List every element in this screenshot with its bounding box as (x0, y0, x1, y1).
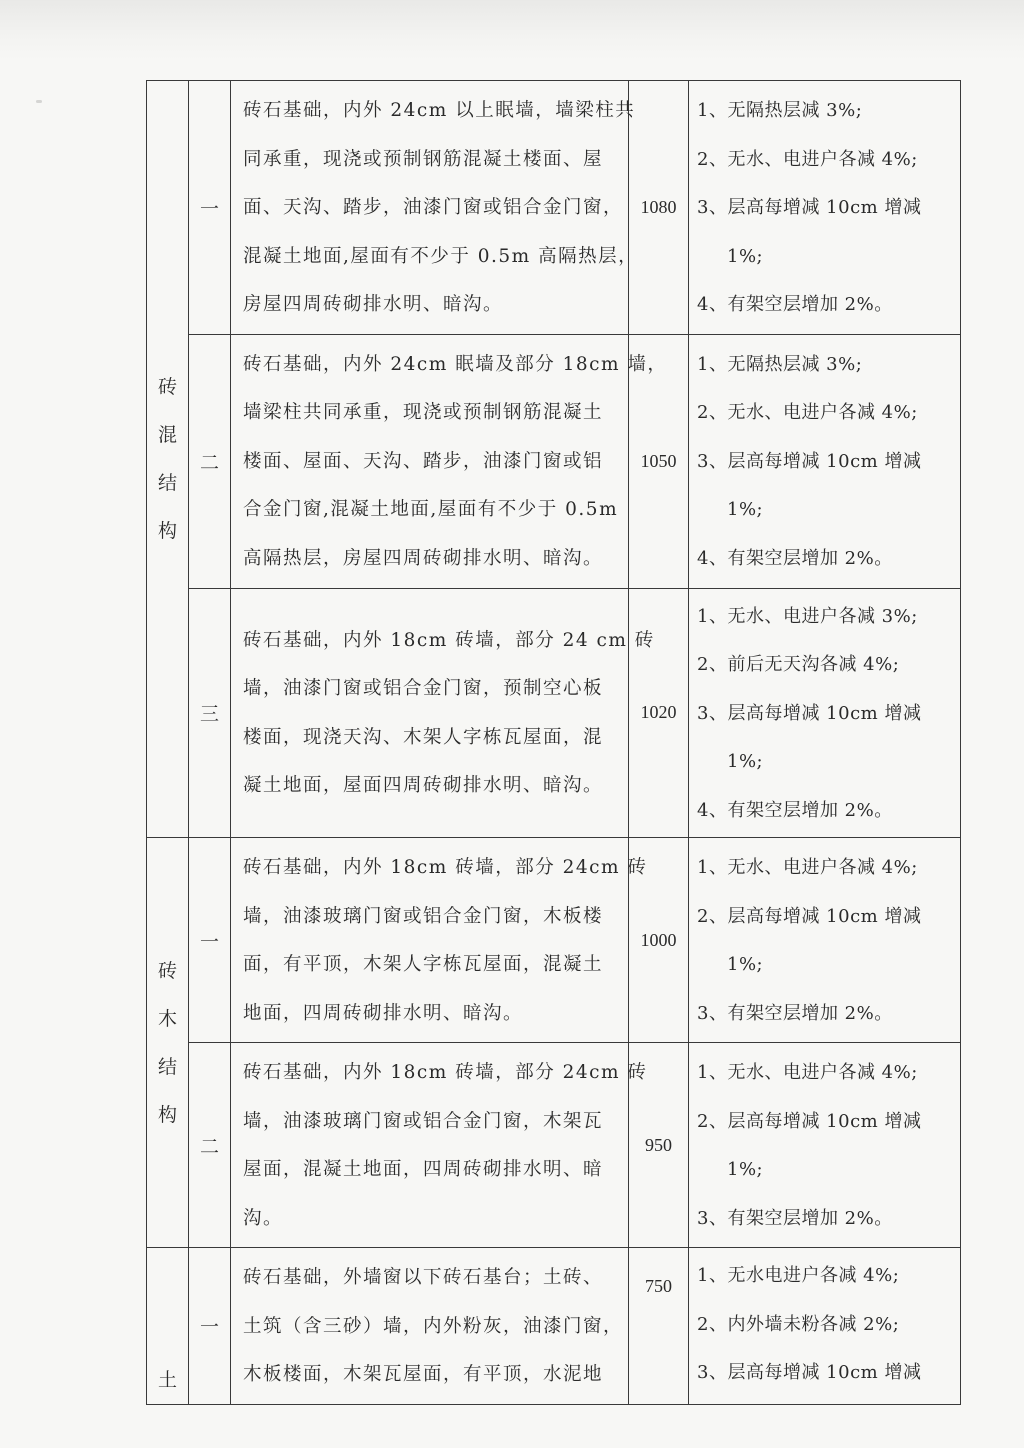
adjustment-line: 2、层高每增减 10cm 增减 (697, 905, 922, 927)
description-cell (231, 588, 655, 838)
adjustment-line: 3、层高每增减 10cm 增减 (697, 1362, 922, 1383)
table-row (147, 588, 961, 838)
adjustment-line: 2、层高每增减 10cm 增减 (697, 1110, 922, 1132)
adjustment-cell (689, 81, 961, 335)
description-line: 砖石基础，内外 18cm 砖墙，部分 24cm 砖 (243, 1062, 648, 1083)
description-line: 面、天沟、踏步，油漆门窗或铝合金门窗， (243, 197, 624, 218)
grade-cell: 一 (189, 81, 231, 335)
description-line: 砖石基础，外墙窗以下砖石基台；土砖、 (243, 1267, 604, 1288)
price-cell: 1000 (629, 838, 689, 1043)
description-cell (231, 1248, 629, 1405)
description-line: 凝土地面，屋面四周砖砌排水明、暗沟。 (243, 775, 604, 797)
adjustment-line: 2、前后无天沟各减 4%; (697, 654, 900, 675)
description-line: 混凝土地面,屋面有不少于 0.5m 高隔热层， (243, 245, 639, 267)
adjustment-line: 1%; (727, 954, 764, 975)
description-line: 屋面，混凝土地面，四周砖砌排水明、暗 (243, 1159, 604, 1180)
adjustment-line: 4、有架空层增加 2%。 (697, 547, 893, 569)
grade-cell: 二 (189, 334, 231, 588)
adjustment-cell (689, 588, 961, 838)
adjustment-line: 1、无隔热层减 3%; (697, 353, 863, 375)
table-row (147, 334, 961, 588)
description-line: 沟。 (243, 1207, 284, 1229)
category-char: 木 (157, 1007, 177, 1030)
price-cell: 950 (629, 1043, 689, 1248)
adjustment-line: 3、层高每增减 10cm 增减 (697, 702, 922, 724)
category-char: 构 (157, 1103, 177, 1126)
adjustment-line: 4、有架空层增加 2%。 (697, 294, 893, 315)
description-line: 地面，四周砖砌排水明、暗沟。 (243, 1002, 524, 1024)
table-row (147, 1248, 961, 1405)
grade-cell: 一 (189, 838, 231, 1043)
adjustment-line: 1%; (727, 751, 764, 772)
description-line: 砖石基础，内外 24cm 眠墙及部分 18cm 墙， (243, 353, 668, 375)
description-line: 砖石基础，内外 24cm 以上眠墙，墙梁柱共 (243, 100, 636, 121)
category-char: 结 (157, 472, 177, 494)
adjustment-line: 1%; (727, 245, 764, 267)
grade-cell: 一 (189, 1248, 231, 1405)
table-row (147, 838, 961, 1043)
building-price-table (146, 80, 961, 1405)
adjustment-line: 2、无水、电进户各减 4%; (697, 402, 918, 424)
description-line: 土筑（含三砂）墙，内外粉灰，油漆门窗， (243, 1315, 624, 1337)
adjustment-line: 4、有架空层增加 2%。 (697, 799, 893, 821)
category-char: 土 (157, 1368, 177, 1391)
description-line: 合金门窗,混凝土地面,屋面有不少于 0.5m (243, 499, 619, 521)
table-row (147, 81, 961, 335)
scan-speck (36, 100, 42, 103)
grade-cell: 三 (189, 588, 231, 838)
description-line: 墙，油漆玻璃门窗或铝合金门窗，木板楼 (243, 905, 604, 927)
description-cell (231, 81, 639, 335)
category-cell (147, 838, 189, 1248)
adjustment-line: 1、无隔热层减 3%; (697, 100, 863, 121)
description-line: 墙，油漆门窗或铝合金门窗，预制空心板 (243, 678, 604, 700)
description-line: 木板楼面，木架瓦屋面，有平顶，水泥地 (243, 1364, 604, 1385)
table-row (147, 1043, 961, 1248)
category-char: 结 (157, 1055, 177, 1078)
adjustment-line: 2、无水、电进户各减 4%; (697, 148, 918, 170)
adjustment-cell (689, 1248, 961, 1405)
adjustment-line: 1%; (727, 1159, 764, 1180)
category-char: 砖 (157, 959, 177, 982)
adjustment-cell (689, 838, 961, 1043)
adjustment-line: 1、无水电进户各减 4%; (697, 1265, 900, 1286)
adjustment-line: 1、无水、电进户各减 4%; (697, 857, 918, 878)
adjustment-line: 1%; (727, 499, 764, 521)
category-char: 混 (157, 424, 177, 446)
category-cell (147, 1248, 189, 1405)
description-line: 同承重，现浇或预制钢筋混凝土楼面、屋 (243, 148, 604, 170)
category-char: 构 (157, 520, 177, 542)
adjustment-line: 3、有架空层增加 2%。 (697, 1207, 893, 1229)
description-line: 墙梁柱共同承重，现浇或预制钢筋混凝土 (243, 402, 604, 424)
adjustment-line: 3、有架空层增加 2%。 (697, 1002, 893, 1024)
description-line: 墙，油漆玻璃门窗或铝合金门窗，木架瓦 (243, 1110, 604, 1132)
price-cell: 1080 (629, 81, 689, 335)
adjustment-line: 1、无水、电进户各减 4%; (697, 1062, 918, 1083)
category-cell (147, 81, 189, 838)
adjustment-line: 3、层高每增减 10cm 增减 (697, 450, 922, 472)
description-line: 楼面，现浇天沟、木架人字栋瓦屋面，混 (243, 726, 604, 748)
scan-edge-shadow (0, 0, 1024, 60)
adjustment-line: 3、层高每增减 10cm 增减 (697, 197, 922, 218)
price-cell: 1050 (629, 334, 689, 588)
description-line: 房屋四周砖砌排水明、暗沟。 (243, 294, 504, 315)
price-cell: 1020 (629, 588, 689, 838)
price-cell: 750 (629, 1248, 689, 1405)
description-line: 楼面、屋面、天沟、踏步，油漆门窗或铝 (243, 450, 604, 472)
description-cell (231, 838, 648, 1043)
grade-cell: 二 (189, 1043, 231, 1248)
description-cell (231, 1043, 648, 1248)
category-char: 砖 (157, 376, 177, 398)
adjustment-cell (689, 1043, 961, 1248)
adjustment-line: 1、无水、电进户各减 3%; (697, 605, 918, 627)
adjustment-cell (689, 334, 961, 588)
description-line: 砖石基础，内外 18cm 砖墙，部分 24cm 砖 (243, 857, 648, 878)
description-line: 高隔热层，房屋四周砖砌排水明、暗沟。 (243, 547, 604, 569)
adjustment-line: 2、内外墙未粉各减 2%; (697, 1313, 900, 1335)
description-line: 面，有平顶，木架人字栋瓦屋面，混凝土 (243, 954, 604, 975)
description-line: 砖石基础，内外 18cm 砖墙，部分 24 cm 砖 (243, 629, 655, 651)
